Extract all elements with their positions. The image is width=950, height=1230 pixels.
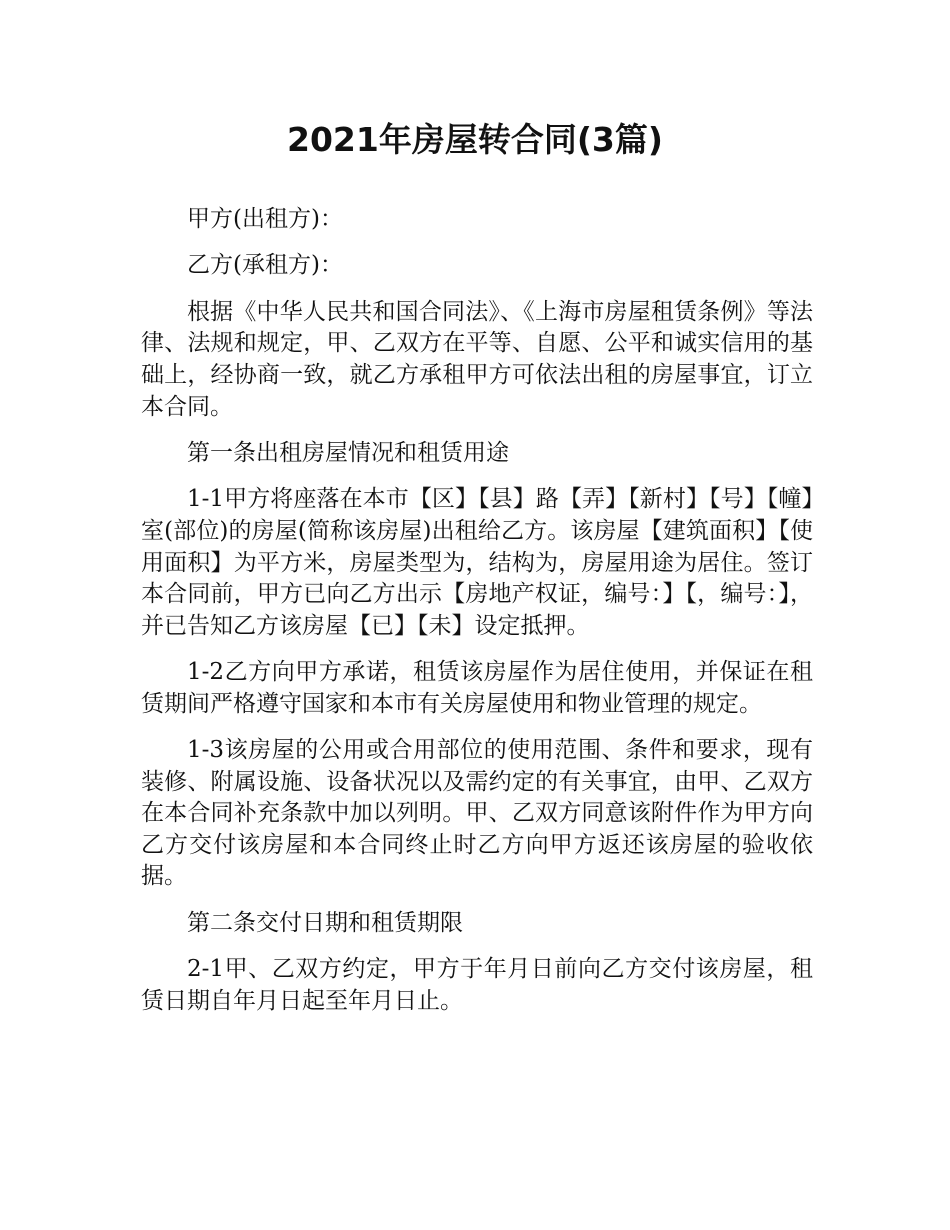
clause-1-1: 1-1甲方将座落在本市【区】【县】路【弄】【新村】【号】【幢】室(部位)的房屋(简称该房屋)出租给乙方。该房屋【建筑面积】【使用面积】为平方米，房屋类型为，结构为，房屋用途为居住。签订本合同前，甲方已向乙方出示【房地产权证，编号：】【，编号：】，并已告知乙方该房屋【已】【未】设定抵押。 xyxy=(141,486,813,639)
clause-2-1: 2-1甲、乙双方约定，甲方于年月日前向乙方交付该房屋，租赁日期自年月日起至年月日止。 xyxy=(141,956,813,1014)
document-body xyxy=(141,204,813,1032)
preamble-paragraph: 根据《中华人民共和国合同法》、《上海市房屋租赁条例》等法律、法规和规定，甲、乙双方在平等、自愿、公平和诚实信用的基础上，经协商一致，就乙方承租甲方可依法出租的房屋事宜，订立本合同。 xyxy=(141,298,813,420)
clause-1-2: 1-2乙方向甲方承诺，租赁该房屋作为居住使用，并保证在租赁期间严格遵守国家和本市有关房屋使用和物业管理的规定。 xyxy=(141,659,813,717)
document-title: 2021年房屋转合同(3篇) xyxy=(287,120,663,159)
article-2-heading: 第二条交付日期和租赁期限 xyxy=(187,909,463,936)
clause-1-3: 1-3该房屋的公用或合用部位的使用范围、条件和要求，现有装修、附属设施、设备状况以及需约定的有关事宜，由甲、乙双方在本合同补充条款中加以列明。甲、乙双方同意该附件作为甲方向乙方交付该房屋和本合同终止时乙方向甲方返还该房屋的验收依据。 xyxy=(141,737,813,890)
article-1-heading: 第一条出租房屋情况和租赁用途 xyxy=(187,439,509,466)
party-a-line: 甲方(出租方)： xyxy=(187,206,343,232)
party-b-line: 乙方(承租方)： xyxy=(187,252,343,279)
